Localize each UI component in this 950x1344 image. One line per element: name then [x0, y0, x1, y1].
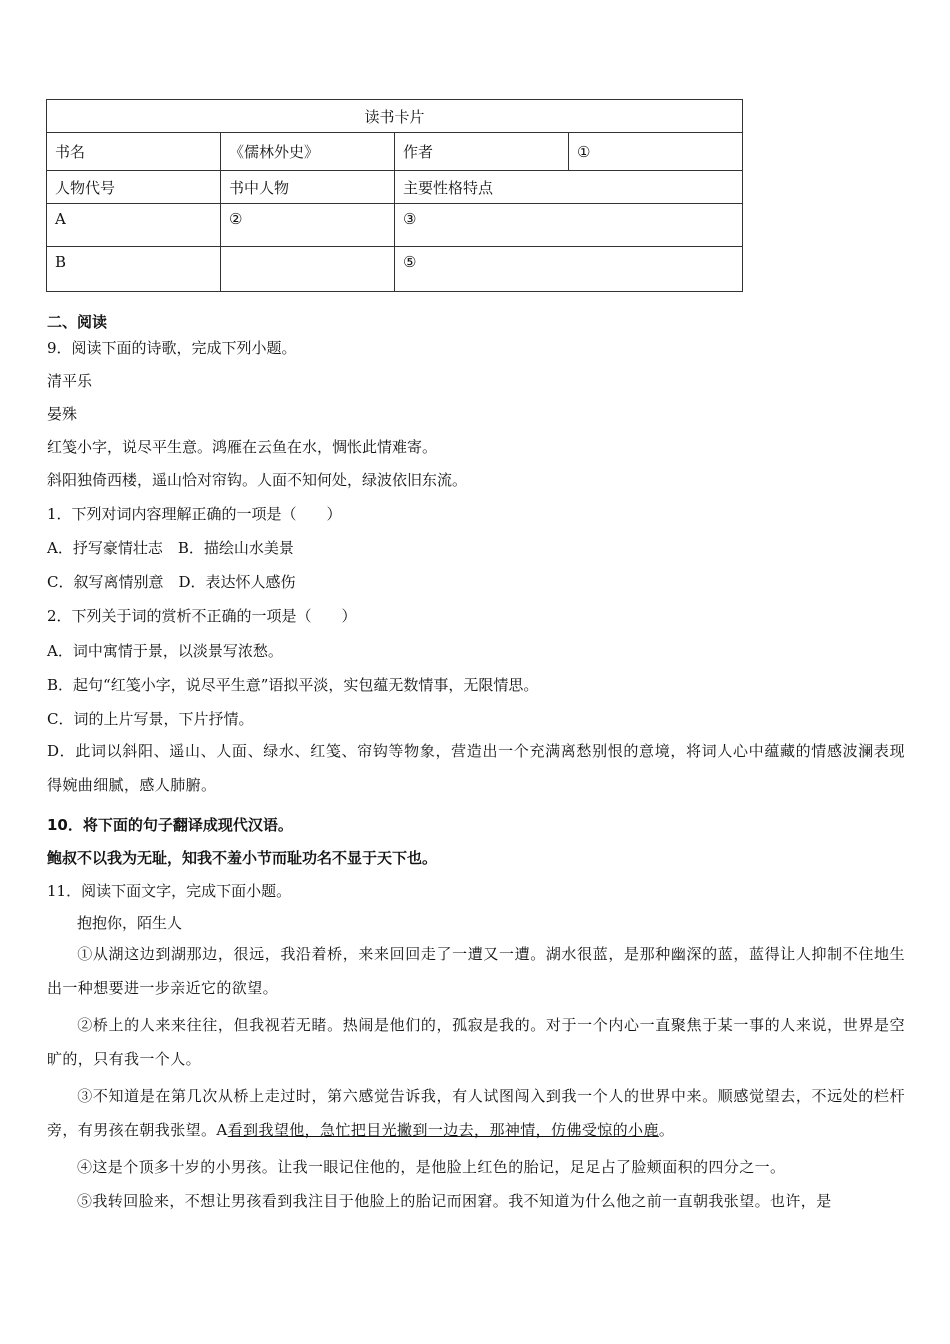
q11-prompt: 11．阅读下面文字，完成下面小题。	[47, 882, 292, 900]
poem-line-2: 斜阳独倚西楼，遥山恰对帘钩。人面不知何处，绿波依旧东流。	[47, 471, 468, 489]
q10-prompt: 10．将下面的句子翻译成现代汉语。	[47, 816, 293, 834]
poem-title: 清平乐	[47, 372, 93, 390]
passage-paragraph-3: ③不知道是在第几次从桥上走过时，第六感觉告诉我，有人试图闯入到我一个人的世界中来。顺感觉望去，不远处的栏杆旁，有男孩在朝我张望。A看到我望他，急忙把目光撇到一边去，那神情，仿佛受惊的小鹿。	[47, 1087, 905, 1139]
q9-sub2: 2．下列关于词的赏析不正确的一项是（ ）	[47, 607, 357, 625]
traits-header: 主要性格特点	[395, 171, 743, 204]
q9-sub2-option-a: A．词中寓情于景，以淡景写浓愁。	[47, 642, 283, 660]
poem-line-1: 红笺小字，说尽平生意。鸿雁在云鱼在水，惆怅此情难寄。	[47, 438, 438, 456]
q9-prompt: 9．阅读下面的诗歌，完成下列小题。	[47, 339, 297, 357]
q10-sentence: 鲍叔不以我为无耻，知我不羞小节而耻功名不显于天下也。	[47, 849, 438, 867]
sentence-marker-a: A	[216, 1121, 228, 1139]
poem-author: 晏殊	[47, 405, 78, 423]
character-header: 书中人物	[221, 171, 395, 204]
character-code-header: 人物代号	[47, 171, 221, 204]
q9-sub2-option-c: C．词的上片写景，下片抒情。	[47, 710, 254, 728]
passage-paragraph-4: ④这是个顶多十岁的小男孩。让我一眼记住他的，是他脸上红色的胎记，足足占了脸颊面积的四分之一。	[77, 1158, 786, 1176]
passage-paragraph-2: ②桥上的人来来往往，但我视若无睹。热闹是他们的，孤寂是我的。对于一个内心一直聚焦于某一事的人来说，世界是空旷的，只有我一个人。	[47, 1016, 905, 1068]
book-name-value: 《儒林外史》	[221, 133, 395, 171]
q9-sub2-option-b: B．起句“红笺小字，说尽平生意”语拟平淡，实包蕴无数情事，无限情思。	[47, 676, 539, 694]
book-name-label: 书名	[47, 133, 221, 171]
underlined-sentence-a: 看到我望他，急忙把目光撇到一边去，那神情，仿佛受惊的小鹿	[227, 1121, 659, 1139]
row-a-traits: ③	[395, 204, 743, 247]
row-b-code: B	[47, 247, 221, 292]
author-label: 作者	[395, 133, 569, 171]
q9-sub1: 1．下列对词内容理解正确的一项是（ ）	[47, 505, 342, 523]
q9-sub2-option-d: D．此词以斜阳、遥山、人面、绿水、红笺、帘钩等物象，营造出一个充满离愁别恨的意境，将词人心中蕴藏的情感波澜表现得婉曲细腻，感人肺腑。	[47, 742, 905, 794]
section-heading: 二、阅读	[47, 313, 108, 331]
author-blank: ①	[569, 133, 743, 171]
passage-title: 抱抱你，陌生人	[77, 914, 183, 932]
card-title: 读书卡片	[47, 100, 743, 133]
row-a-code: A	[47, 204, 221, 247]
q9-sub1-options-ab: A．抒写豪情壮志 B．描绘山水美景	[47, 539, 294, 557]
passage-paragraph-1: ①从湖这边到湖那边，很远，我沿着桥，来来回回走了一遭又一遭。湖水很蓝，是那种幽深的蓝，蓝得让人抑制不住地生出一种想要进一步亲近它的欲望。	[47, 945, 905, 997]
q9-sub1-options-cd: C．叙写离情别意 D．表达怀人感伤	[47, 573, 296, 591]
row-b-character	[221, 247, 395, 292]
row-a-character: ②	[221, 204, 395, 247]
passage-paragraph-5: ⑤我转回脸来，不想让男孩看到我注目于他脸上的胎记而困窘。我不知道为什么他之前一直朝我张望。也许，是	[77, 1192, 832, 1210]
reading-card-table	[46, 99, 743, 292]
row-b-traits: ⑤	[395, 247, 743, 292]
